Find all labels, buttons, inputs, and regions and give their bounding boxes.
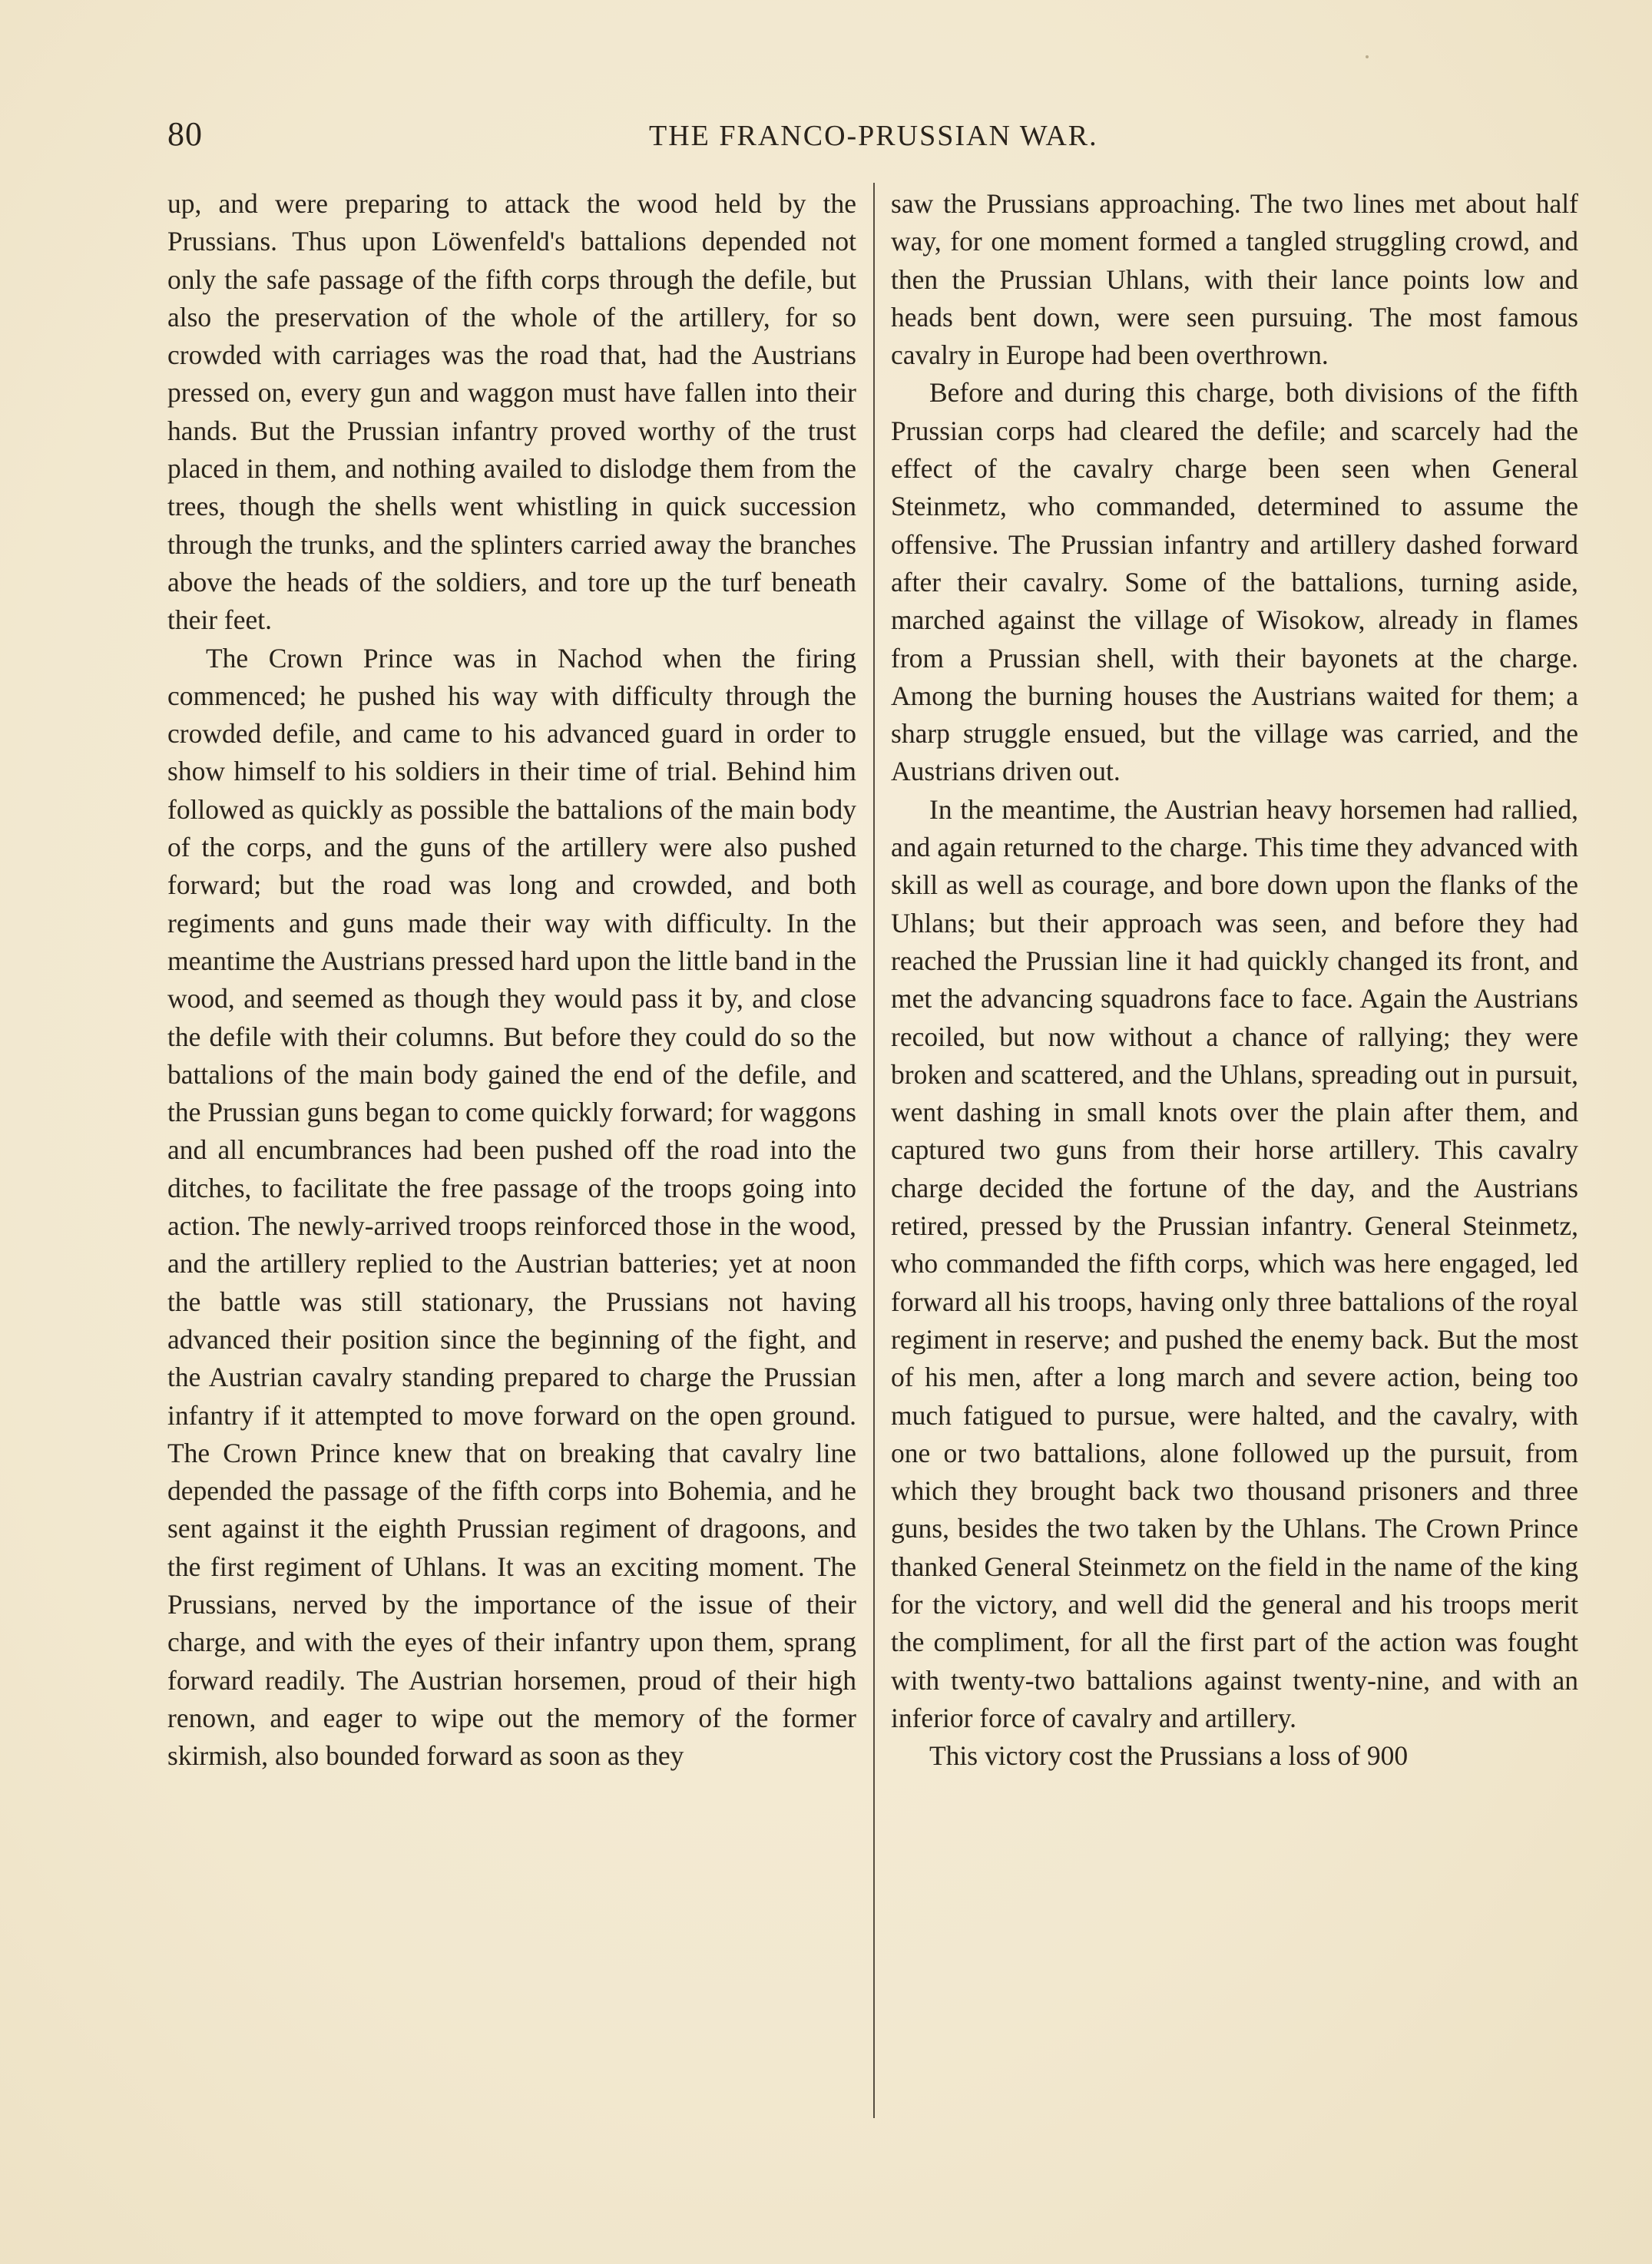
- column-divider: [873, 183, 875, 2118]
- page-number: 80: [167, 115, 203, 153]
- running-title: THE FRANCO-PRUSSIAN WAR.: [649, 120, 1098, 152]
- left-column: [167, 185, 856, 1775]
- right-column: [891, 185, 1578, 1775]
- right-paragraph-1: saw the Prussians approaching. The two lines met about half way, for one moment formed a tangled struggling crowd, and then the Prussian Uhlans, with their lance points low and heads bent down, were seen pursuing. The most famous cavalry in Europe had been overthrown.: [891, 188, 1578, 371]
- left-paragraph-1: up, and were preparing to attack the wood held by the Prussians. Thus upon Löwenfeld's battalions depended not only the safe passage of the fifth corps through the defile, but also the preservation of the whole of the artillery, for so crowded with carriages was the road that, had the Austrians pressed on, every gun and waggon must have fallen into their hands. But the Prussian infantry proved worthy of the trust placed in them, and nothing availed to dislodge them from the trees, though the shells went whistling in quick succession through the trunks, and the splinters carried away the branches above the heads of the soldiers, and tore up the turf beneath their feet.: [167, 188, 856, 636]
- right-paragraph-2: Before and during this charge, both divisions of the fifth Prussian corps had cleared the defile; and scarcely had the effect of the cavalry charge been seen when General Steinmetz, who commanded, determined to assume the offensive. The Prussian infantry and artillery dashed forward after their cavalry. Some of the battalions, turning aside, marched against the village of Wisokow, already in flames from a Prussian shell, with their bayonets at the charge. Among the burning houses the Austrians waited for them; a sharp struggle ensued, but the village was carried, and the Austrians driven out.: [891, 377, 1578, 787]
- right-paragraph-4: This victory cost the Prussians a loss of 900: [929, 1740, 1409, 1772]
- left-paragraph-2: The Crown Prince was in Nachod when the firing commenced; he pushed his way with difficulty through the crowded defile, and came to his advanced guard in order to show himself to his soldiers in their time of trial. Behind him followed as quickly as possible the battalions of the main body of the corps, and the guns of the artillery were also pushed forward; but the road was long and crowded, and both regiments and guns made their way with difficulty. In the meantime the Austrians pressed hard upon the little band in the wood, and seemed as though they would pass it by, and close the defile with their columns. But before they could do so the battalions of the main body gained the end of the defile, and the Prussian guns began to come quickly forward; for waggons and all encumbrances had been pushed off the road into the ditches, to facilitate the free passage of the troops going into action. The newly-arrived troops reinforced those in the wood, and the artillery replied to the Austrian batteries; yet at noon the battle was still stationary, the Prussians not having advanced their position since the beginning of the fight, and the Austrian cavalry standing prepared to charge the Prussian infantry if it attempted to move forward on the open ground. The Crown Prince knew that on breaking that cavalry line depended the passage of the fifth corps into Bohemia, and he sent against it the eighth Prussian regiment of dragoons, and the first regiment of Uhlans. It was an exciting moment. The Prussians, nerved by the importance of the issue of their charge, and with the eyes of their infantry upon them, sprang forward readily. The Austrian horsemen, proud of their high renown, and eager to wipe out the memory of the former skirmish, also bounded forward as soon as they: [167, 642, 856, 1772]
- paper-speck: [1366, 55, 1369, 58]
- right-paragraph-3: In the meantime, the Austrian heavy horsemen had rallied, and again returned to the charge. This time they advanced with skill as well as courage, and bore down upon the flanks of the Uhlans; but their approach was seen, and before they had reached the Prussian line it had quickly changed its front, and met the advancing squadrons face to face. Again the Austrians recoiled, but now without a chance of rallying; they were broken and scattered, and the Uhlans, spreading out in pursuit, went dashing in small knots over the plain after them, and captured two guns from their horse artillery. This cavalry charge decided the fortune of the day, and the Austrians retired, pressed by the Prussian infantry. General Steinmetz, who commanded the fifth corps, which was here engaged, led forward all his troops, having only three battalions of the royal regiment in reserve; and pushed the enemy back. But the most of his men, after a long march and severe action, being too much fatigued to pursue, were halted, and the cavalry, with one or two battalions, alone followed up the pursuit, from which they brought back two thousand prisoners and three guns, besides the two taken by the Uhlans. The Crown Prince thanked General Steinmetz on the field in the name of the king for the victory, and well did the general and his troops merit the compliment, for all the first part of the action was fought with twenty-two battalions against twenty-nine, and with an inferior force of cavalry and artillery.: [891, 793, 1578, 1733]
